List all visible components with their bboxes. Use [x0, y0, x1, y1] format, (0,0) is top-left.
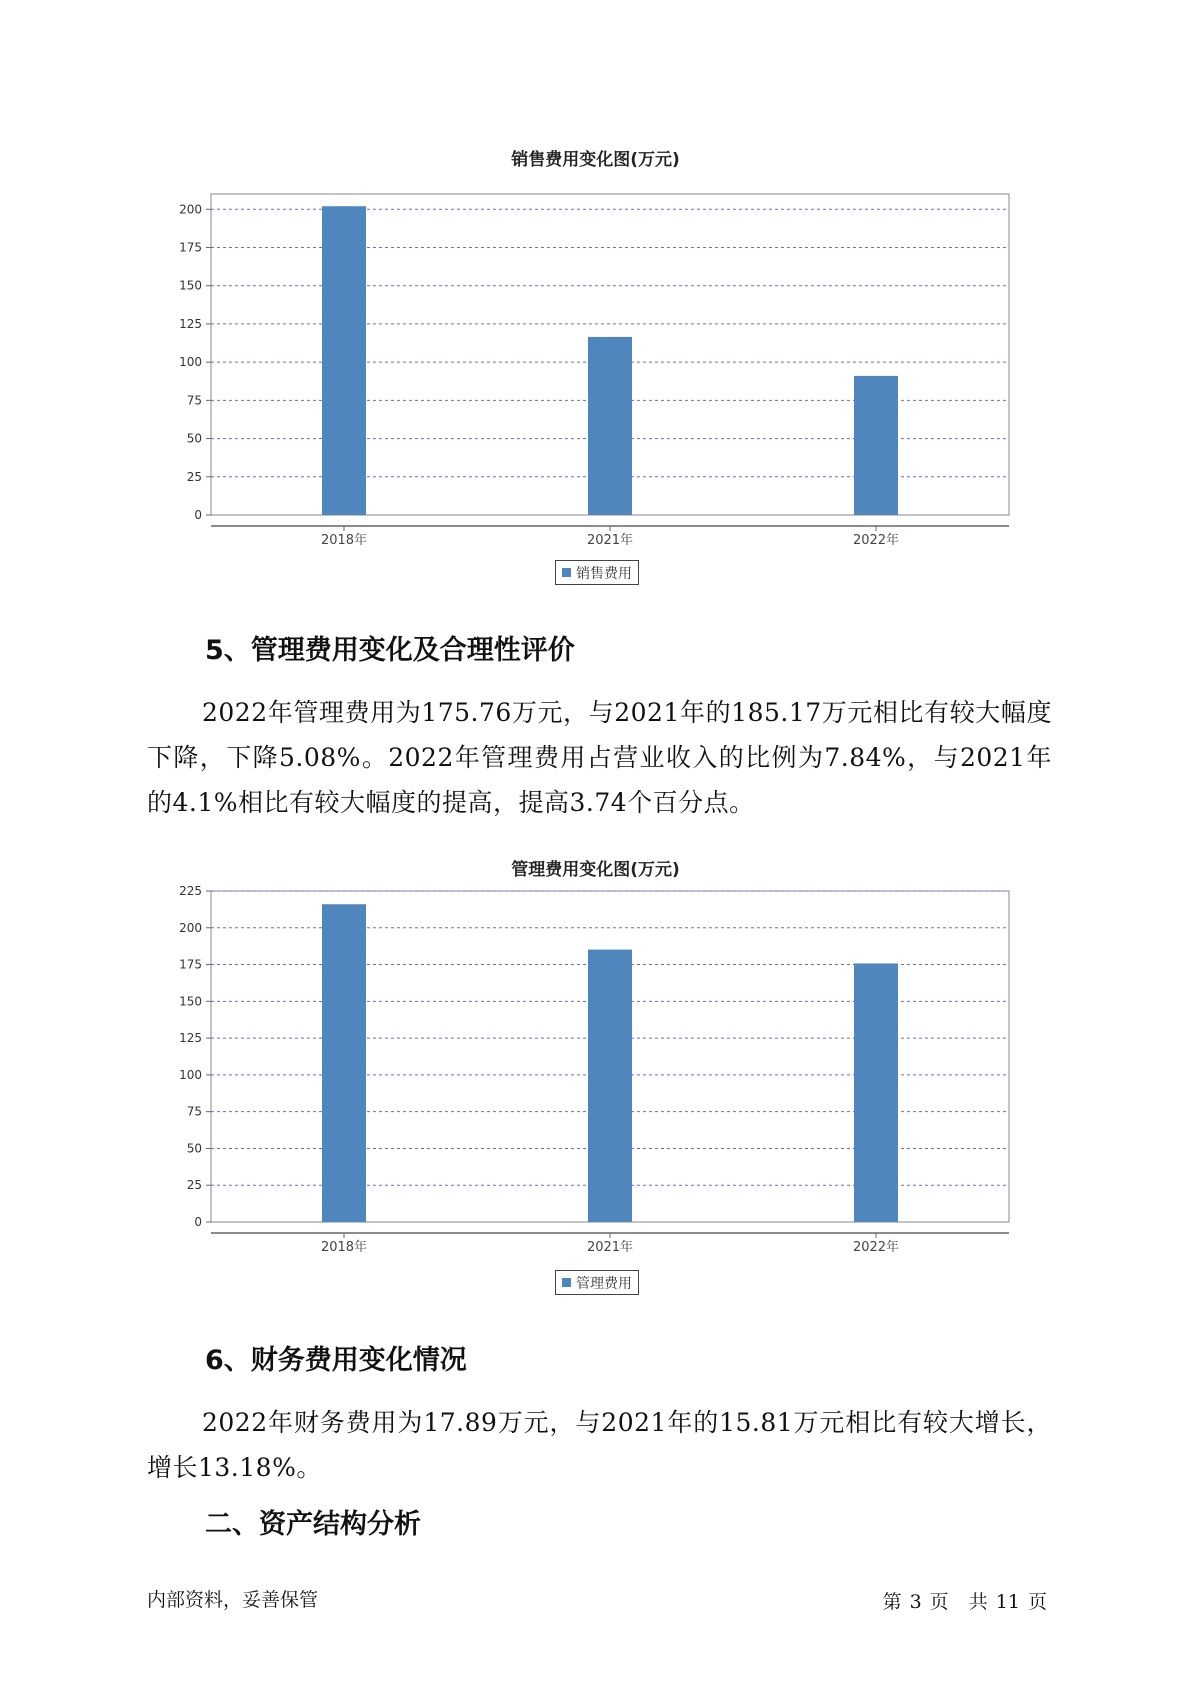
total-suffix: 页 — [1027, 1591, 1047, 1613]
y-tick-label: 175 — [179, 957, 202, 972]
bar-2022年 — [854, 963, 898, 1222]
y-tick-label: 0 — [194, 508, 202, 522]
management-paragraph: 2022年管理费用为175.76万元，与2021年的185.17万元相比有较大幅度下降，下降5.08%。2022年管理费用占营业收入的比例为7.84%，与2021年的4.1%相比有较大幅度的提高，提高3.74个百分点。 — [147, 698, 1052, 817]
finance-paragraph: 2022年财务费用为17.89万元，与2021年的15.81万元相比有较大增长，增长13.18%。 — [147, 1408, 1052, 1482]
legend-swatch — [562, 1278, 571, 1287]
x-tick-label: 2018年 — [320, 1240, 368, 1255]
management-heading: 5、管理费用变化及合理性评价 — [205, 635, 575, 666]
bar-2021年 — [588, 950, 632, 1222]
x-tick-label: 2021年 — [586, 533, 634, 548]
sales-chart-title: 销售费用变化图(万元) — [511, 150, 680, 170]
total-pages: 11 — [995, 1591, 1020, 1613]
finance-heading: 6、财务费用变化情况 — [205, 1345, 467, 1376]
bar-2018年 — [322, 904, 366, 1222]
page-number: 3 — [909, 1591, 922, 1613]
page-prefix: 第 — [882, 1591, 902, 1613]
y-tick-label: 25 — [186, 1178, 202, 1193]
page-suffix: 页 — [929, 1591, 949, 1613]
x-tick-label: 2021年 — [586, 1240, 634, 1255]
y-tick-label: 175 — [179, 240, 202, 255]
footer-page-info — [879, 1587, 1051, 1614]
y-tick-label: 200 — [179, 202, 202, 217]
y-tick-label: 50 — [186, 1141, 202, 1156]
management-chart-title: 管理费用变化图(万元) — [511, 860, 680, 880]
y-tick-label: 100 — [179, 355, 202, 370]
y-tick-label: 125 — [179, 316, 202, 331]
y-tick-label: 50 — [186, 431, 202, 446]
legend-label: 销售费用 — [576, 565, 632, 582]
y-tick-label: 225 — [179, 884, 202, 898]
asset-structure-heading: 二、资产结构分析 — [205, 1509, 421, 1540]
x-tick-label: 2022年 — [852, 533, 900, 548]
total-prefix: 共 — [968, 1591, 988, 1613]
y-tick-label: 100 — [179, 1067, 202, 1082]
footer-confidential-note: 内部资料，妥善保管 — [147, 1589, 319, 1611]
y-tick-label: 75 — [186, 393, 202, 408]
x-tick-label: 2018年 — [320, 533, 368, 548]
y-tick-label: 75 — [186, 1104, 202, 1119]
y-tick-label: 150 — [179, 278, 202, 293]
legend-label: 管理费用 — [576, 1275, 632, 1292]
management-chart-legend — [555, 1270, 639, 1295]
y-tick-label: 200 — [179, 920, 202, 935]
x-tick-label: 2022年 — [852, 1240, 900, 1255]
y-tick-label: 25 — [186, 469, 202, 484]
y-tick-label: 125 — [179, 1031, 202, 1046]
y-tick-label: 0 — [194, 1215, 202, 1229]
y-tick-label: 150 — [179, 994, 202, 1009]
